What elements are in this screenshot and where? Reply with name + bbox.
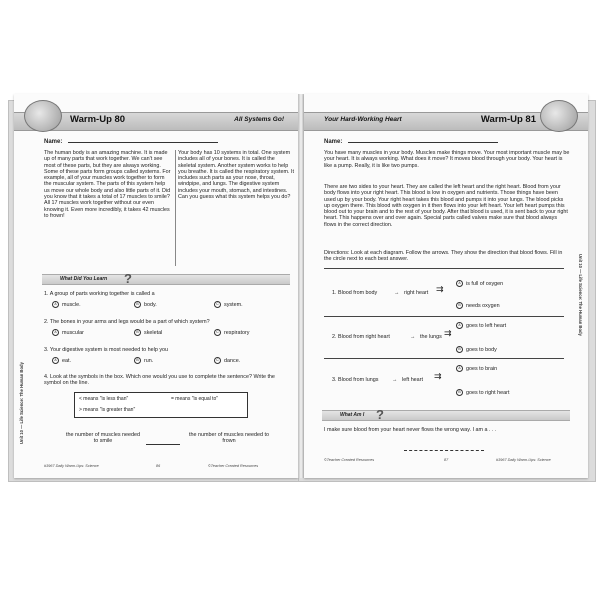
q3-option-b[interactable]: B run. [134, 357, 153, 364]
right-footer-publisher: ©Teacher Created Resources [324, 458, 375, 462]
symbol-box [74, 392, 248, 418]
question-mark-icon: ? [376, 407, 384, 422]
right-footer-book: #3967 Daily Warm-Ups: Science [496, 458, 551, 462]
answer-circle-icon: A [52, 301, 59, 308]
answer-circle-icon: B [134, 301, 141, 308]
d3-option-b[interactable]: B goes to right heart [456, 389, 509, 396]
answer-circle-icon: C [214, 301, 221, 308]
name-label: Name: [324, 139, 343, 145]
diagram-2-to: the lungs [420, 334, 442, 340]
name-line[interactable] [348, 136, 498, 143]
answer-circle-icon: A [456, 322, 463, 329]
arrow-right-icon: → [410, 334, 416, 340]
left-footer-page-number: 86 [156, 464, 161, 468]
symbol-greater-than: > means "is greater than" [79, 407, 136, 413]
branch-arrow-icon: ⇉ [444, 328, 452, 338]
question-2: 2. The bones in your arms and legs would be a part of which system? [44, 319, 210, 325]
q2-option-a[interactable]: A muscular [52, 329, 84, 336]
question-3: 3. Your digestive system is most needed to help you [44, 347, 169, 353]
right-unit-side-label: Unit 10 — Life Science: The Human Body [578, 254, 583, 336]
open-workbook [14, 94, 588, 478]
diagram-1-from: 1. Blood from body [332, 290, 378, 296]
q1-option-a[interactable]: A muscle. [52, 301, 81, 308]
name-line[interactable] [68, 136, 218, 143]
answer-circle-icon: A [52, 357, 59, 364]
right-paragraph-2: There are two sides to your heart. They are called the left heart and the right heart. Blood from your body flows into your right heart. This blood is low in oxygen and nutrients. Those things have been used up by your body. Your right heart takes this blood and pumps it into your lungs. The blood picks up oxygen there. This blood with oxygen in it then flows into your left heart. Your left heart pumps this blood out to your brain and to the rest of your body. After that blood is used, it is sent back to your right heart. This happens over and over again. Special parts called valves make sure that blood always flows in the correct direction. [324, 184, 568, 228]
left-paragraph-1: The human body is an amazing machine. It is made up of many parts that work together. We can't see most of these parts, but they are always working. Some of these parts form groups called systems. For example, all of your muscles work together to form the muscular system. The parts of this system help us move our whole body and also little parts of it. Did you know that it takes a total of 17 muscles to smile? All 17 muscles work together without our even knowing it. Even more incredibly, it takes 42 muscles to frown! [44, 150, 171, 219]
diagram-divider [324, 268, 564, 269]
answer-circle-icon: C [214, 329, 221, 336]
d3-option-a[interactable]: A goes to brain [456, 365, 497, 372]
answer-circle-icon: B [456, 346, 463, 353]
left-footer-publisher: ©Teacher Created Resources [208, 464, 259, 468]
left-page [14, 94, 298, 478]
left-page-topic: All Systems Go! [234, 116, 284, 123]
answer-circle-icon: A [456, 280, 463, 287]
left-page-title: Warm-Up 80 [70, 114, 126, 125]
right-page-title: Warm-Up 81 [480, 114, 536, 125]
left-unit-side-label: Unit 10 — Life Science: The Human Body [19, 362, 24, 444]
q2-option-b[interactable]: B skeletal [134, 329, 162, 336]
right-page-topic: Your Hard-Working Heart [324, 116, 402, 123]
diagram-3-to: left heart [402, 377, 423, 383]
riddle-answer-blanks[interactable] [404, 450, 484, 451]
answer-circle-icon: C [214, 357, 221, 364]
answer-circle-icon: B [456, 389, 463, 396]
what-am-i-bar [322, 407, 570, 422]
symbol-equal-to: = means "is equal to" [171, 396, 219, 402]
branch-arrow-icon: ⇉ [434, 371, 442, 381]
warm-up-logo-icon [24, 100, 62, 132]
name-label: Name: [44, 139, 63, 145]
left-footer-book: #3967 Daily Warm-Ups: Science [44, 464, 99, 468]
right-paragraph-1: You have many muscles in your body. Muscles make things move. Your most important muscle may be your heart. It is always working. What does it move? It moves blood through your body. Your heart is like a pump. Really, it is like two pumps. [324, 150, 570, 169]
answer-blank-line[interactable] [146, 444, 180, 445]
section-title: What Did You Learn [60, 276, 108, 282]
answer-circle-icon: A [52, 329, 59, 336]
answer-circle-icon: B [456, 302, 463, 309]
warm-up-logo-icon [540, 100, 578, 132]
question-mark-icon: ? [124, 271, 132, 286]
directions-text: Directions: Look at each diagram. Follow the arrows. They show the direction that blood flows. Fill in the circle next to each best answer. [324, 250, 563, 263]
answer-circle-icon: B [134, 357, 141, 364]
answer-circle-icon: A [456, 365, 463, 372]
answer-circle-icon: B [134, 329, 141, 336]
q2-option-c[interactable]: C respiratory [214, 329, 249, 336]
d2-option-b[interactable]: B goes to body [456, 346, 497, 353]
diagram-2-from: 2. Blood from right heart [332, 334, 390, 340]
d1-option-b[interactable]: B needs oxygen [456, 302, 500, 309]
q1-option-c[interactable]: C system. [214, 301, 243, 308]
diagram-divider [324, 358, 564, 359]
arrow-right-icon: → [392, 377, 398, 383]
arrow-right-icon: → [394, 290, 400, 296]
compare-left-text: the number of muscles needed to smile [65, 432, 141, 445]
what-did-you-learn-bar [42, 271, 290, 286]
riddle-text: I make sure blood from your heart never flows the wrong way. I am a . . . [324, 427, 497, 433]
diagram-1-to: right heart [404, 290, 429, 296]
diagram-3-from: 3. Blood from lungs [332, 377, 379, 383]
compare-right-text: the number of muscles needed to frown [188, 432, 269, 445]
column-divider [175, 150, 176, 266]
d1-option-a[interactable]: A is full of oxygen [456, 280, 503, 287]
question-1: 1. A group of parts working together is called a [44, 291, 155, 297]
symbol-less-than: < means "is less than" [79, 396, 129, 402]
q1-option-b[interactable]: B body. [134, 301, 157, 308]
right-page [304, 94, 588, 478]
left-name-row [44, 136, 218, 145]
section-title: What Am I [340, 412, 365, 418]
right-footer-page-number: 87 [444, 458, 449, 462]
question-4: 4. Look at the symbols in the box. Which one would you use to complete the sentence? Write the symbol on the line. [44, 374, 275, 387]
d2-option-a[interactable]: A goes to left heart [456, 322, 506, 329]
branch-arrow-icon: ⇉ [436, 284, 444, 294]
q3-option-a[interactable]: A eat. [52, 357, 71, 364]
left-paragraph-2: Your body has 10 systems in total. One system includes all of your bones. It is called the skeletal system. Another system works to help you breathe. It is called the respiratory system. It includes such parts as your nose, throat, windpipe, and lungs. The digestive system includes your mouth, stomach, and intestines. Can you guess what this system helps you do? [178, 150, 294, 201]
right-name-row [324, 136, 498, 145]
q3-option-c[interactable]: C dance. [214, 357, 240, 364]
diagram-divider [324, 316, 564, 317]
